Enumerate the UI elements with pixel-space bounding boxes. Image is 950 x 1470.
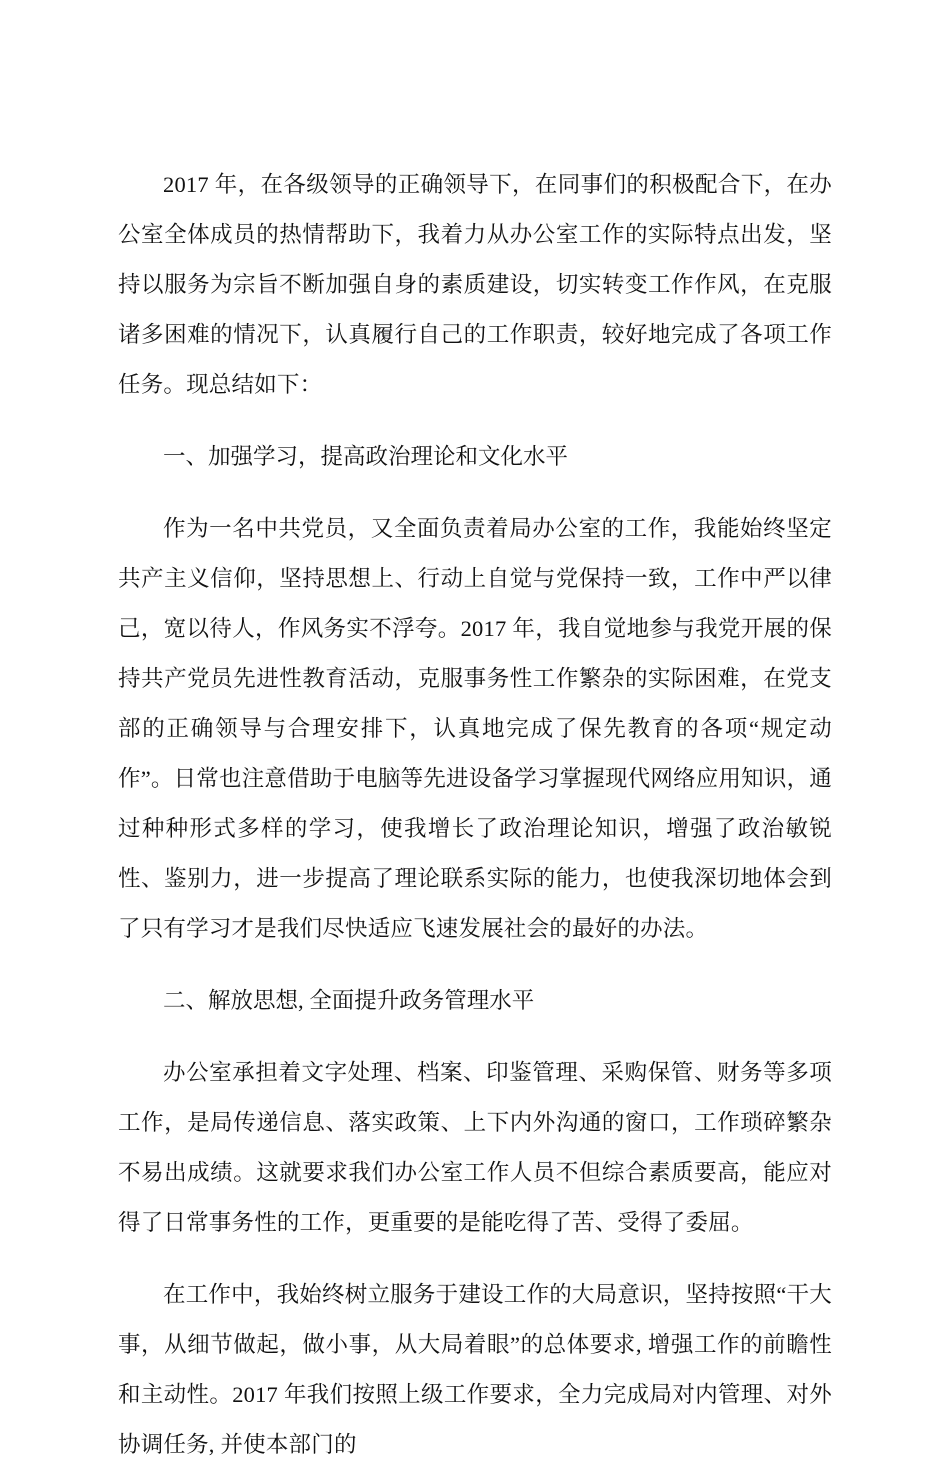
document-body <box>118 160 832 1470</box>
heading-section-1: 一、加强学习，提高政治理论和文化水平 <box>163 444 569 469</box>
paragraph-intro: 2017 年，在各级领导的正确领导下，在同事们的积极配合下，在办公室全体成员的热情帮助下，我着力从办公室工作的实际特点出发，坚持以服务为宗旨不断加强自身的素质建设，切实转变工作作风，在克服诸多困难的情况下，认真履行自己的工作职责，较好地完成了各项工作任务。现总结如下： <box>118 172 832 397</box>
heading-section-2: 二、解放思想, 全面提升政务管理水平 <box>163 988 535 1013</box>
paragraph-section-1-body: 作为一名中共党员，又全面负责着局办公室的工作，我能始终坚定共产主义信仰，坚持思想上、行动上自觉与党保持一致，工作中严以律己，宽以待人，作风务实不浮夸。2017 年，我自觉地参与我党开展的保持共产党员先进性教育活动，克服事务性工作繁杂的实际困难，在党支部的正确领导与合理安排下，认真地完成了保先教育的各项“规定动作”。日常也注意借助于电脑等先进设备学习掌握现代网络应用知识，通过种种形式多样的学习，使我增长了政治理论知识，增强了政治敏锐性、鉴别力，进一步提高了理论联系实际的能力，也使我深切地体会到了只有学习才是我们尽快适应飞速发展社会的最好的办法。 <box>118 516 832 941</box>
paragraph-section-2-body-2: 在工作中，我始终树立服务于建设工作的大局意识，坚持按照“干大事，从细节做起，做小事，从大局着眼”的总体要求, 增强工作的前瞻性和主动性。2017 年我们按照上级工作要求，全力完成局对内管理、对外协调任务, 并使本部门的 <box>118 1282 832 1457</box>
paragraph-section-2-body-1: 办公室承担着文字处理、档案、印鉴管理、采购保管、财务等多项工作，是局传递信息、落实政策、上下内外沟通的窗口，工作琐碎繁杂不易出成绩。这就要求我们办公室工作人员不但综合素质要高，能应对得了日常事务性的工作，更重要的是能吃得了苦、受得了委屈。 <box>118 1060 832 1235</box>
